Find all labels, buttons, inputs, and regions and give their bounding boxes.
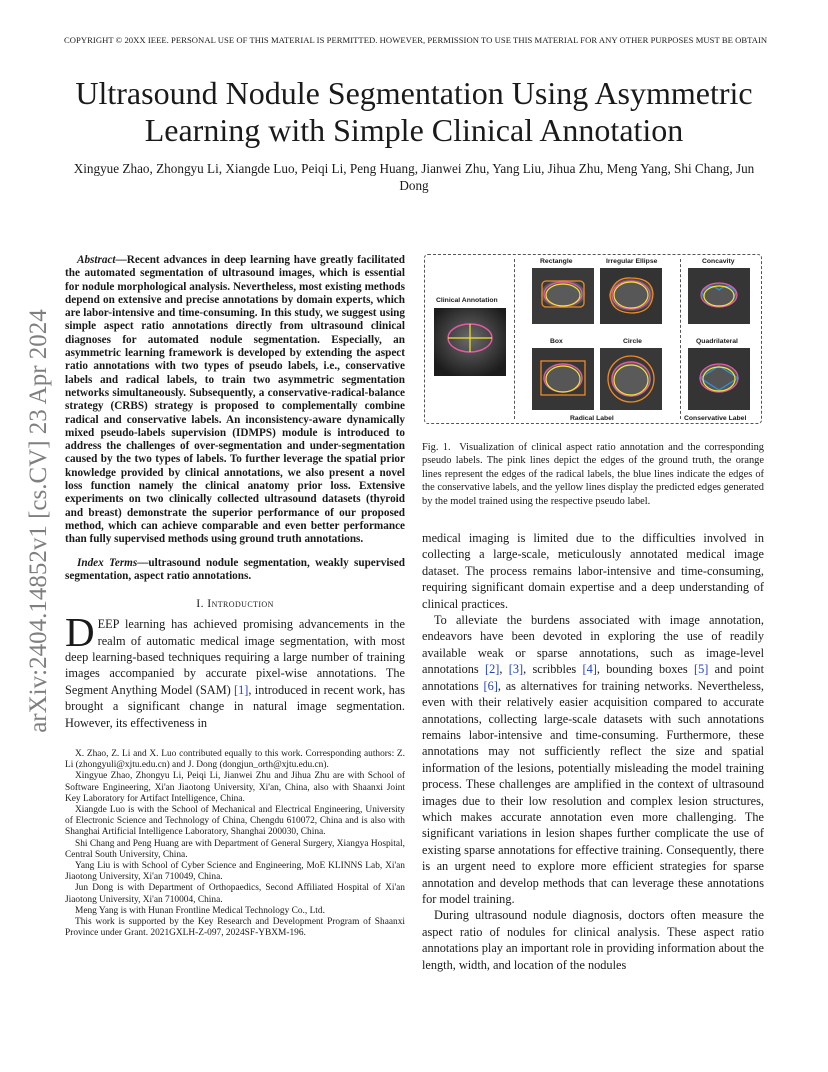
paragraph-text: and point annotations [422,662,764,693]
label-concavity: Concavity [702,258,735,265]
paragraph-text: To alleviate the burdens associated with image annotation, endeavors have been devoted in exploring the use of readily available weak or sparse annotations, such as image-level annotations [422,613,764,677]
citation-link[interactable]: [2] [485,662,500,677]
abstract-label: Abstract [77,254,116,266]
ultrasound-image-rectangle [532,268,594,324]
paragraph-text: , bounding boxes [596,662,694,677]
caption-label: Fig. 1. [422,442,451,453]
figure-divider [680,259,681,419]
footnote: Shi Chang and Peng Huang are with Department of General Surgery, Xiangya Hospital, Central South University, China. [65,838,405,860]
abstract-text: —Recent advances in deep learning have greatly facilitated the automated segmentation of ultrasound images, which is essential for nodule morphological analysis. Nevertheless, most existing methods depend on extensive and precise annotations by domain experts, which are labor-intensive and time-consuming. In this study, we suggest using simple aspect ratio annotations directly from ultrasound clinical diagnoses for automated nodule segmentation. Especially, an asymmetric learning framework is developed by extending the aspect ratio annotations with two types of pseudo labels, i.e., conservative labels and radical labels, to train two asymmetric segmentation networks simultaneously. Subsequently, a conservative-radical-balance strategy (CRBS) strategy is proposed to complementally combine radical and conservative labels. An inconsistency-aware dynamically mixed pseudo-labels supervision (IDMPS) module is introduced to address the challenges of over-segmentation and under-segmentation caused by the two types of labels. To further leverage the spatial prior knowledge provided by clinical annotations, we also present a novel loss function namely the clinical anatomy prior loss. Extensive experiments on two clinically collected ultrasound datasets (thyroid and breast) demonstrate the superior performance of our proposed method, which can achieve comparable and even better performance than fully supervised methods using ground truth annotations. [65,254,405,546]
caption-text: Visualization of clinical aspect ratio annotation and the corresponding pseudo labels. The pink lines depict the edges of the ground truth, the orange lines represent the edges of the radical labels, the blue lines indicate the edges of the conservative labels, and the yellow lines display the predicted edges generated by the model trained using the respective pseudo label. [422,442,764,507]
citation-link[interactable]: [1] [234,682,249,697]
citation-link[interactable]: [4] [582,662,597,677]
index-terms-label: Index Terms [77,556,138,569]
label-conservative-label: Conservative Label [684,415,747,422]
figure-divider [514,259,515,419]
ultrasound-image-box [532,348,594,410]
footnote: Jun Dong is with Department of Orthopaedics, Second Affiliated Hospital of Xi'an Jiaotong University, Xi'an 710004, China. [65,883,405,905]
ultrasound-image-quadrilateral [688,348,750,410]
left-column [65,254,405,939]
paper-title: Ultrasound Nodule Segmentation Using Asymmetric Learning with Simple Clinical Annotation [75,75,753,148]
label-clinical-annotation: Clinical Annotation [436,297,498,304]
label-box: Box [550,338,563,345]
intro-paragraph [65,609,405,731]
footnote: This work is supported by the Key Research and Development Program of Shaanxi Province under Grant. 2021GXLH-Z-097, 2024SF-YBXM-196. [65,917,405,939]
citation-link[interactable]: [6] [483,678,498,693]
paragraph-text: , [499,662,509,677]
footnote: Xingyue Zhao, Zhongyu Li, Peiqi Li, Jianwei Zhu and Jihua Zhu are with School of Software Engineering, Xi'an Jiaotong University, Xi'an, China, also with Shaanxi Joint Key Laboratory for Artifact Intelligence, China. [65,771,405,804]
intro-text-b: , introduced in recent work, has brought a significant change in natural image segmentation. However, its effectiveness in [65,682,405,730]
arxiv-stamp[interactable]: arXiv:2404.14852v1 [cs.CV] 23 Apr 2024 [25,309,52,733]
label-radical-label: Radical Label [570,415,614,422]
label-rectangle: Rectangle [540,258,573,265]
index-terms [65,557,405,584]
ultrasound-image-irregular-ellipse [600,268,662,324]
copyright-notice: COPYRIGHT © 20XX IEEE. PERSONAL USE OF THIS MATERIAL IS PERMITTED. HOWEVER, PERMISSION TO USE THIS MATERIAL FOR ANY OTHER PURPOSES MUST BE OBTAIN [64,35,768,45]
footnotes [65,749,405,939]
clinical-annotation-overlay [434,308,506,376]
intro-text-a: EEP learning has achieved promising advancements in the realm of automatic medical image segmentation, with most deep learning-based techniques requiring a large number of training images accompanied by accurate pixel-wise annotations. The Segment Anything Model (SAM) [65,617,405,697]
paragraph [422,612,764,907]
index-terms-text: —ultrasound nodule segmentation, weakly supervised segmentation, aspect ratio annotations. [65,556,405,582]
section-heading-introduction: I. Introduction [196,596,274,611]
drop-cap: D [65,609,95,656]
figure-1 [424,254,762,424]
footnote: Yang Liu is with School of Cyber Science and Engineering, MoE KLINNS Lab, Xi'an Jiaotong University, Xi'an 710049, China. [65,861,405,883]
paragraph: During ultrasound nodule diagnosis, doctors often measure the aspect ratio of nodules for clinical analysis. These aspect ratio annotations play an important role in providing information about the length, width, and location of the nodules [422,908,764,972]
citation-link[interactable]: [5] [694,662,709,677]
label-circle: Circle [623,338,642,345]
footnote: Meng Yang is with Hunan Frontline Medical Technology Co., Ltd. [75,905,325,916]
footnote: Xiangde Luo is with the School of Mechanical and Electrical Engineering, University of Electronic Science and Technology of China, Chengdu 610072, China and is also with Shanghai Artificial Intelligence Laboratory, Shanghai 200030, China. [65,804,405,838]
label-irregular-ellipse: Irregular Ellipse [606,258,658,265]
citation-link[interactable]: [3] [508,662,524,677]
label-quadrilateral: Quadrilateral [696,338,738,345]
author-list: Xingyue Zhao, Zhongyu Li, Xiangde Luo, Peiqi Li, Peng Huang, Jianwei Zhu, Yang Liu, Jihua Zhu, Meng Yang, Shi Chang, Jun Dong [73,161,755,193]
paragraph: medical imaging is limited due to the difficulties involved in collecting a large-scale, meticulously annotated medical image dataset. The process remains labor-intensive and time-consuming, requiring significant domain expertise and a deep understanding of clinical practices. [422,531,764,611]
paragraph-text: , as alternatives for training networks. Nevertheless, even with their relatively easier acquisition compared to accurate annotations, collecting large-scale datasets with such annotations remains labor-intensive and time-consuming. Furthermore, these annotations may not sufficiently reflect the size and spatial information of the lesions, potentially misleading the model training process. These challenges are amplified in the context of ultrasound images due to their low resolution and complex lesion structures, which makes accurate annotation even more challenging. The significant variations in lesion shapes further complicate the use of existing sparse annotations for effective training. Consequently, there is an urgent need to explore more efficient strategies for sparse annotation and develop methods that can leverage these annotations for model training. [422,678,764,906]
ultrasound-image-circle [600,348,662,410]
right-column [422,254,764,973]
ultrasound-image-clinical [434,308,506,376]
figure-caption [422,441,764,508]
right-body [422,530,764,973]
paragraph-text: , scribbles [523,662,583,677]
ultrasound-image-concavity [688,268,750,324]
footnote: X. Zhao, Z. Li and X. Luo contributed equally to this work. Corresponding authors: Z. Li (zhongyuli@xjtu.edu.cn) and J. Dong (dongjun_orth@xjtu.edu.cn). [65,748,405,771]
abstract [65,254,405,547]
